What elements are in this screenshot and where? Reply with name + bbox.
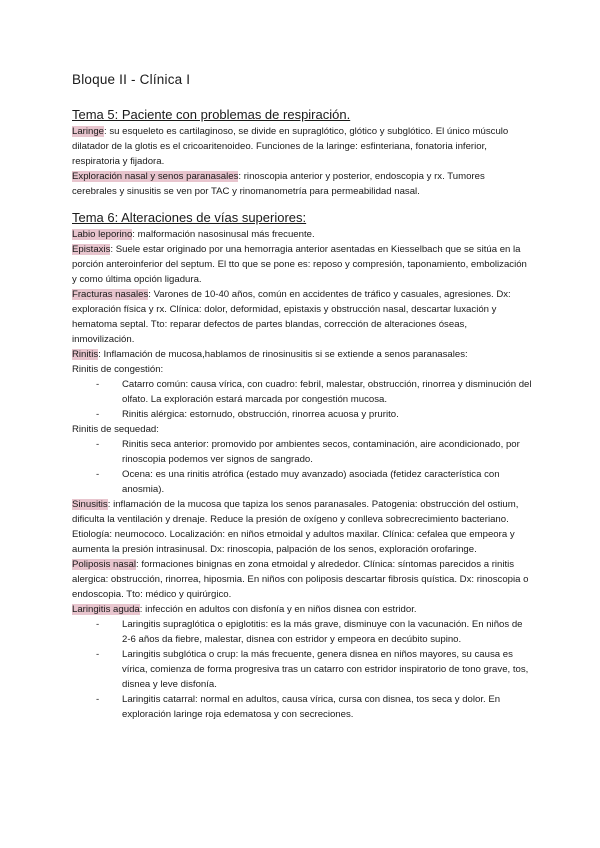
list-item: - Rinitis seca anterior: promovido por ambientes secos, contaminación, aire acondicionado, por rinoscopia podemos ver signos de sangrado. xyxy=(114,437,532,467)
tema5-heading: Tema 5: Paciente con problemas de respiración. xyxy=(72,107,351,122)
rinitis-text: : Inflamación de mucosa,hablamos de rinosinusitis si se extiende a senos paranasales: xyxy=(98,349,468,360)
document-title: Bloque II - Clínica I xyxy=(72,72,191,87)
labio-term: Labio leporino xyxy=(72,229,133,240)
rinitis-paragraph xyxy=(72,347,532,362)
fracturas-term: Fracturas nasales xyxy=(72,289,149,300)
laringe-paragraph xyxy=(72,124,532,169)
rinitis-term: Rinitis xyxy=(72,349,99,360)
tema6-heading: Tema 6: Alteraciones de vías superiores: xyxy=(72,210,307,225)
fracturas-text: : Varones de 10-40 años, común en accidentes de tráfico y casuales, agresiones. Dx: exploración física y rx. Clínica: dolor, deformidad, epistaxis y obstrucción nasal, descartar luxación y hematoma septal. Tto: reparar defectos de partes blandas, corrección de alteraciones óseas, inmovilización. xyxy=(72,289,511,345)
fracturas-paragraph xyxy=(72,287,532,347)
laringe-text: : su esqueleto es cartilaginoso, se divide en supraglótico, glótico y subglótico. El único músculo dilatador de la glotis es el cricoaritenoideo. Funciones de la laringe: esfinteriana, fonatoria inferior, respiratoria y fijadora. xyxy=(72,126,509,167)
sinusitis-text: : inflamación de la mucosa que tapiza los senos paranasales. Patogenia: obstrucción del ostium, dificulta la ventilación y drenaje. Reduce la presión de oxígeno y conlleva sobrecrecimiento bacteriano. Etiología: neumococo. Localización: en niños etmoidal y adultos maxilar. Clínica: cefalea que empeora y aumenta la presión intrasinusal. Dx: rinoscopia, palpación de los senos, exploración orofaringe. xyxy=(72,499,519,555)
congestion-label: Rinitis de congestión: xyxy=(72,364,164,375)
sinusitis-term: Sinusitis xyxy=(72,499,108,510)
congestion-list xyxy=(72,377,532,422)
list-item: - Catarro común: causa vírica, con cuadro: febril, malestar, obstrucción, rinorrea y disminución del olfato. La exploración estará marcada por congestión mucosa. xyxy=(114,377,532,407)
tema5-section xyxy=(72,107,532,199)
list-item: - Laringitis catarral: normal en adultos, causa vírica, cursa con disnea, tos seca y dolor. En exploración laringe roja edematosa y con secreciones. xyxy=(114,692,532,722)
laringitis-text: : infección en adultos con disfonía y en niños disnea con estridor. xyxy=(139,604,417,615)
poliposis-text: : formaciones binignas en zona etmoidal y alrededor. Clínica: síntomas parecidos a rinitis alergica: obstrucción, rinorrea, hiposmia. En niños con poliposis descartar fibrosis quística. Dx: rinoscopia o endoscopia. Tto: médico y quirúrgico. xyxy=(72,559,529,600)
list-item: - Rinitis alérgica: estornudo, obstrucción, rinorrea acuosa y prurito. xyxy=(114,407,532,422)
poliposis-paragraph xyxy=(72,557,532,602)
laringitis-paragraph xyxy=(72,602,532,617)
nasal-paragraph xyxy=(72,169,532,199)
sequedad-list xyxy=(72,437,532,497)
laringitis-term: Laringitis aguda xyxy=(72,604,140,615)
epistaxis-text: : Suele estar originado por una hemorragia anterior asentadas en Kiesselbach que se sitúa en la porción anteroinferior del septum. El tto que se pone es: reposo y compresión, taponamiento, embolización y como última opción ligadura. xyxy=(72,244,527,285)
sinusitis-paragraph xyxy=(72,497,532,557)
laringitis-list xyxy=(72,617,532,722)
nasal-text: : rinoscopia anterior y posterior, endoscopia y rx. Tumores cerebrales y sinusitis se ven por TAC y rinomanometría para permeabilidad nasal. xyxy=(72,171,485,197)
labio-paragraph xyxy=(72,227,532,242)
tema6-section xyxy=(72,210,532,722)
laringe-term: Laringe xyxy=(72,126,105,137)
epistaxis-paragraph xyxy=(72,242,532,287)
list-item: - Ocena: es una rinitis atrófica (estado muy avanzado) asociada (fetidez característica con anosmia). xyxy=(114,467,532,497)
nasal-term: Exploración nasal y senos paranasales xyxy=(72,171,239,182)
sequedad-label: Rinitis de sequedad: xyxy=(72,424,159,435)
poliposis-term: Poliposis nasal xyxy=(72,559,136,570)
list-item: - Laringitis subglótica o crup: la más frecuente, genera disnea en niños mayores, su causa es vírica, comienza de forma progresiva tras un catarro con estridor inspiratorio de tono grave, tos, disnea y leve disfonía. xyxy=(114,647,532,692)
epistaxis-term: Epistaxis xyxy=(72,244,111,255)
labio-text: : malformación nasosinusal más frecuente. xyxy=(132,229,315,240)
list-item: - Laringitis supraglótica o epiglotitis: es la más grave, disminuye con la vacunación. En niños de 2-6 años da fiebre, malestar, disnea con estridor y empeora en decúbito supino. xyxy=(114,617,532,647)
